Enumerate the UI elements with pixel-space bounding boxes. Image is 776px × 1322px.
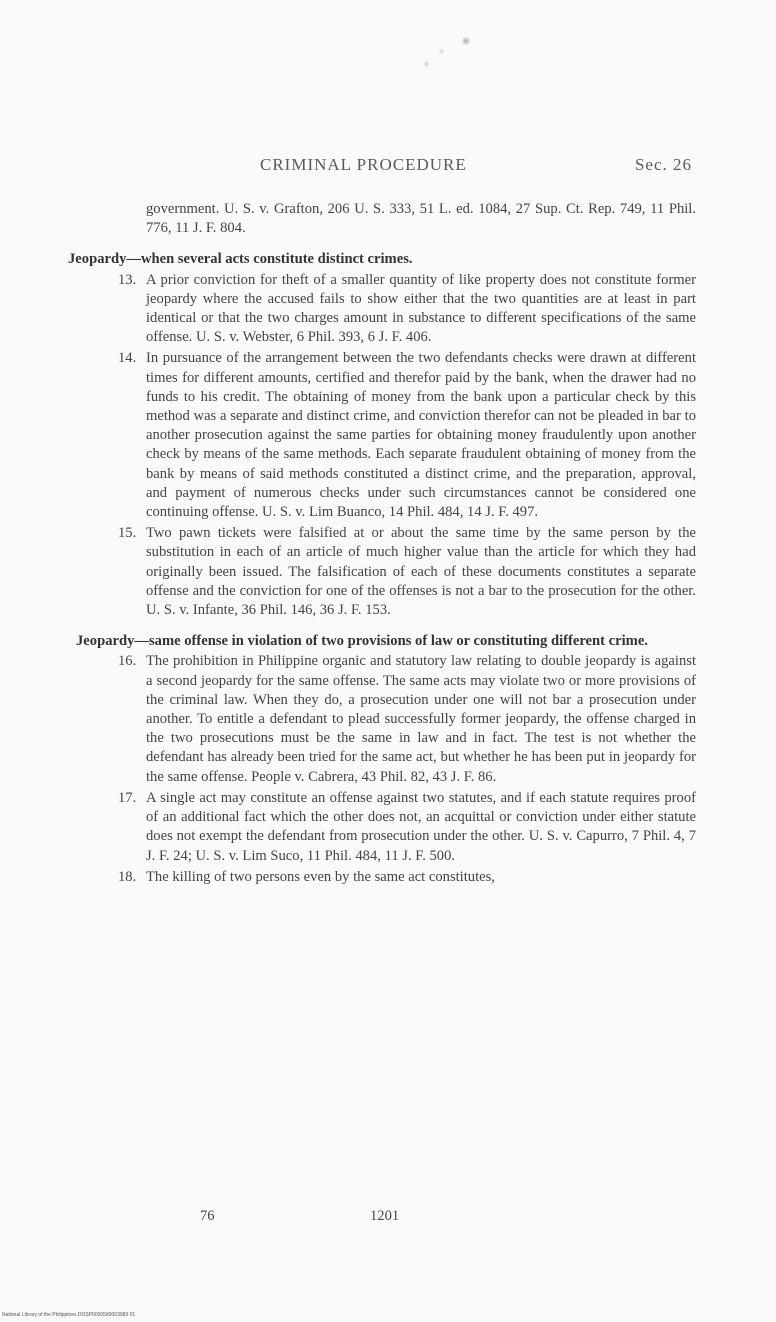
- page-number: 1201: [370, 1208, 400, 1224]
- body-text: [68, 200, 696, 887]
- paragraph-17: [68, 789, 696, 866]
- scan-speck: [440, 50, 443, 53]
- scan-speck: [463, 38, 469, 44]
- paragraph-15: [68, 524, 696, 620]
- section-jeopardy-distinct-crimes: [68, 250, 696, 620]
- continuation-paragraph: government. U. S. v. Grafton, 206 U. S. 333, 51 L. ed. 1084, 27 Sup. Ct. Rep. 749, 11 Phil. 776, 11 J. F. 804.: [146, 201, 696, 237]
- page-folio: [200, 1208, 500, 1228]
- paragraph-13: [68, 271, 696, 348]
- section-number: Sec. 26: [634, 155, 692, 174]
- scan-speck: [425, 62, 428, 66]
- running-head-title: CRIMINAL PROCEDURE: [260, 155, 467, 174]
- running-head: [70, 155, 692, 179]
- paragraph-text: In pursuance of the arrangement between the two defendants checks were drawn at different times for different amounts, certified and therefor paid by the bank, when the drawer had no funds to his credit. The obtaining of money from the bank upon a particular check by this method was a separate and distinct crime, and conviction therefor can not be pleaded in bar to another prosecution against the same parties for obtaining money fraudulently upon another check by means of the same methods. Each separate fraudulent obtaining of money from the bank by means of said methods constituted a distinct crime, and the preparation, approval, and payment of numerous checks under such circumstances cannot be considered one continuing offense. U. S. v. Lim Buanco, 14 Phil. 484, 14 J. F. 497.: [146, 350, 696, 521]
- paragraph-text: The prohibition in Philippine organic and statutory law relating to double jeopardy is against a second jeopardy for the same offense. The same acts may violate two or more provisions of the criminal law. When they do, a prosecution under one will not bar a prosecution under another. To entitle a defendant to plead successfully former jeopardy, the offense charged in the two prosecutions must be the same in law and in fact. The test is not whether the defendant has already been tried for the same act, but whether he has been put in jeopardy for the same offense. People v. Cabrera, 43 Phil. 82, 43 J. F. 86.: [146, 653, 696, 785]
- paragraph-number: 16.: [118, 653, 137, 670]
- paragraph-number: 18.: [118, 868, 137, 885]
- paragraph-text: A prior conviction for theft of a smaller quantity of like property does not constitute former jeopardy where the accused fails to show either that the two quantities are at least in part identical or that the two charges amount in substance to different specifications of the same offense. U. S. v. Webster, 6 Phil. 393, 6 J. F. 406.: [146, 271, 696, 346]
- scan-footer: National Library of the Philippines DOSP0000589003983 01: [2, 1312, 136, 1318]
- section-heading: Jeopardy—same offense in violation of two provisions of law or constituting different crime.: [76, 633, 648, 650]
- paragraph-text: A single act may constitute an offense against two statutes, and if each statute requires proof of an additional fact which the other does not, an acquittal or conviction under either statute does not exempt the defendant from prosecution under the other. U. S. v. Capurro, 7 Phil. 4, 7 J. F. 24; U. S. v. Lim Suco, 11 Phil. 484, 11 J. F. 500.: [146, 789, 696, 864]
- paragraph-text: The killing of two persons even by the same act constitutes,: [146, 868, 495, 885]
- paragraph-number: 17.: [118, 789, 137, 806]
- section-jeopardy-same-offense: [68, 632, 696, 887]
- paragraph-18: [68, 868, 696, 887]
- paragraph-number: 15.: [118, 525, 137, 542]
- paragraph-text: Two pawn tickets were falsified at or about the same time by the same person by the substitution in each of an article of much higher value than the article for which they had originally been issued. The falsification of each of these documents constitutes a separate offense and the conviction for one of the offenses is not a bar to the prosecution for the other. U. S. v. Infante, 36 Phil. 146, 36 J. F. 153.: [146, 525, 696, 619]
- paragraph-number: 14.: [118, 350, 137, 367]
- paragraph-16: [68, 652, 696, 786]
- paragraph-14: [68, 349, 696, 522]
- signature-mark: 76: [200, 1208, 215, 1224]
- section-heading: Jeopardy—when several acts constitute distinct crimes.: [68, 251, 413, 268]
- paragraph-number: 13.: [118, 271, 137, 288]
